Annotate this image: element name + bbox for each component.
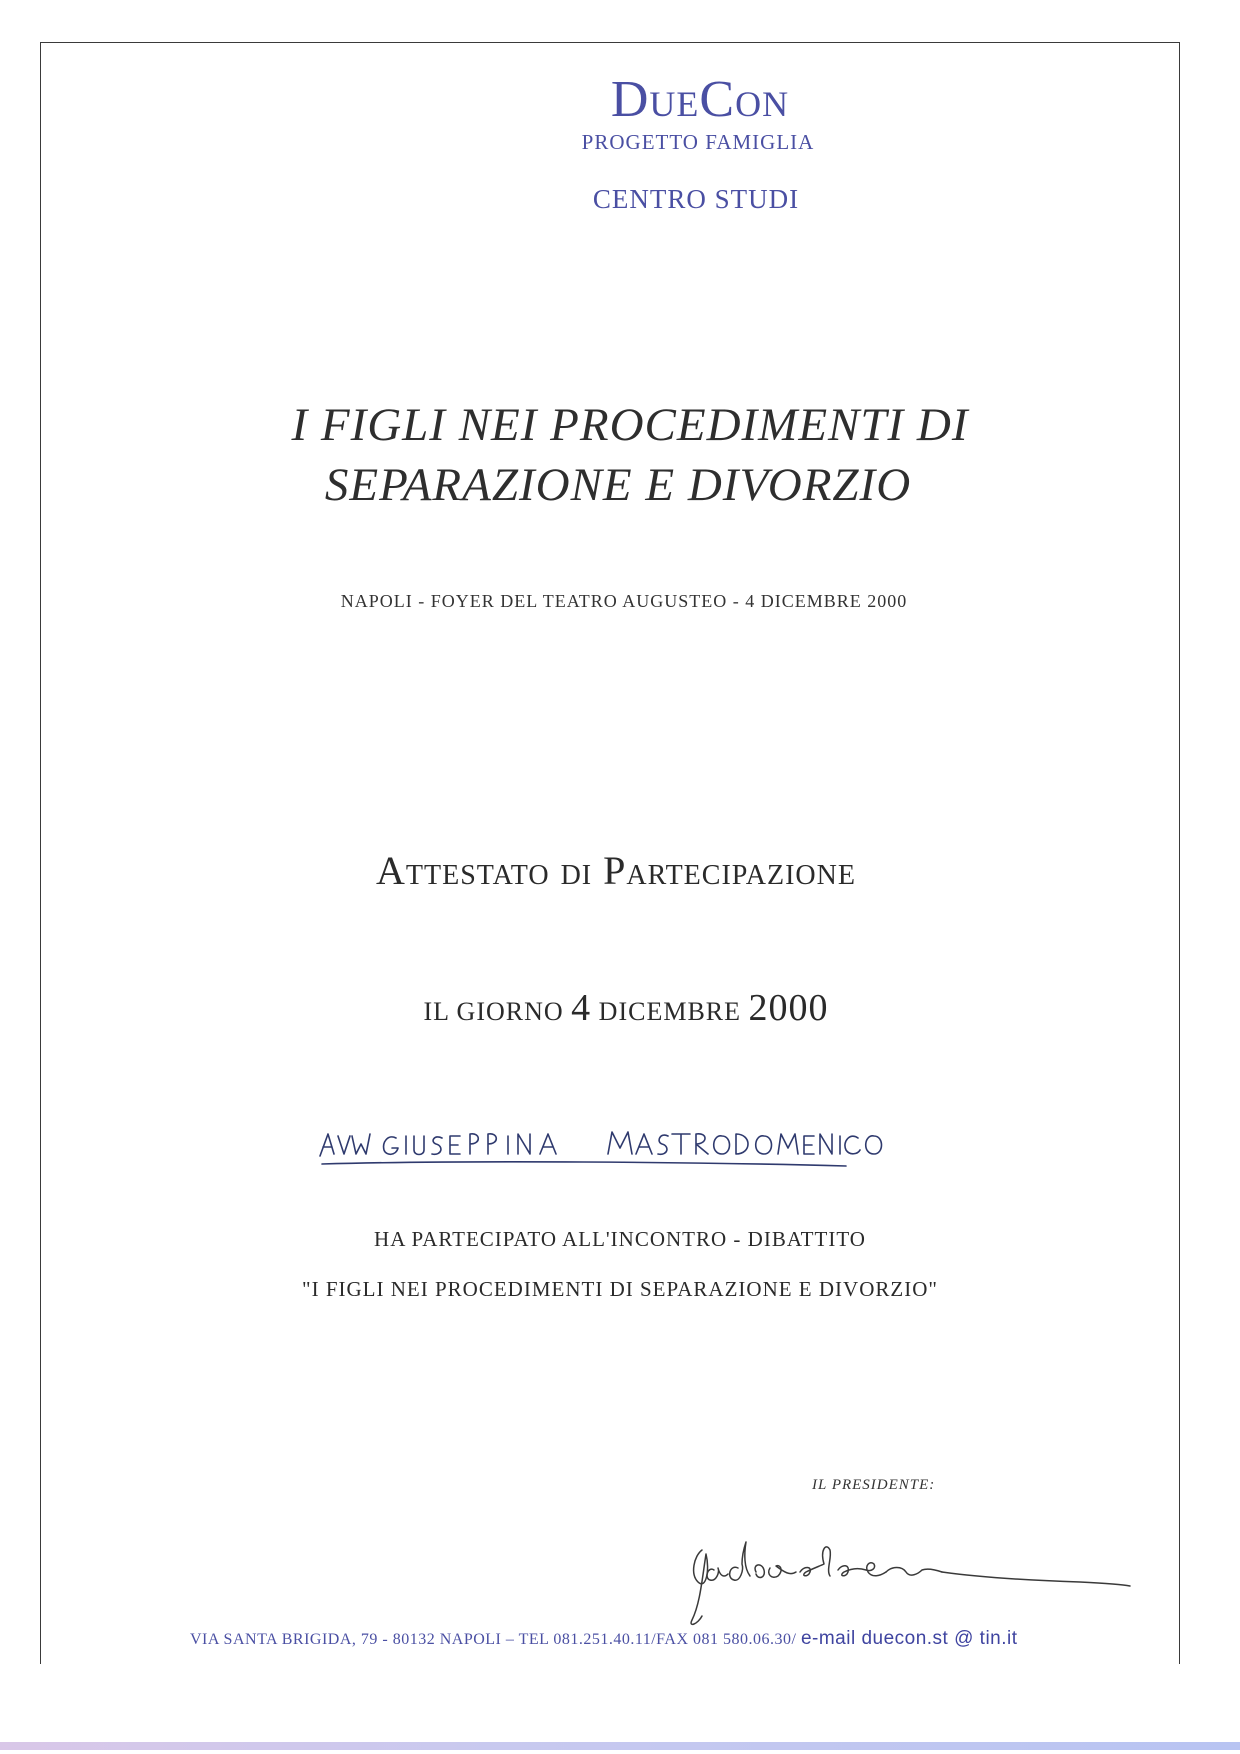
date-prefix: IL GIORNO [423, 997, 564, 1026]
participation-statement: HA PARTECIPATO ALL'INCONTRO - DIBATTITO [374, 1227, 866, 1251]
date-day: 4 [571, 987, 592, 1029]
logo-section: CENTRO STUDI [592, 184, 800, 214]
president-signature [680, 1520, 1140, 1630]
footer-address: VIA SANTA BRIGIDA, 79 - 80132 NAPOLI – TEL 081.251.40.11/FAX 081 580.06.30/ [190, 1631, 797, 1648]
date-year: 2000 [748, 987, 829, 1029]
participant-handwritten-name [318, 1120, 938, 1172]
event-title-line1: I FIGLI NEI PROCEDIMENTI DI [291, 399, 969, 451]
footer-contact [190, 1628, 1018, 1650]
date-month: DICEMBRE [598, 997, 742, 1026]
logo-duecon: DueCon [610, 71, 790, 128]
logo-subtitle: PROGETTO FAMIGLIA [581, 130, 815, 154]
event-title-line2: SEPARAZIONE E DIVORZIO [324, 459, 912, 511]
president-label: IL PRESIDENTE: [812, 1477, 936, 1493]
participation-event-name: "I FIGLI NEI PROCEDIMENTI DI SEPARAZIONE E DIVORZIO" [302, 1277, 938, 1301]
event-venue: NAPOLI - FOYER DEL TEATRO AUGUSTEO - 4 DICEMBRE 2000 [340, 591, 908, 611]
certificate-date [6, 986, 1240, 1030]
footer-email: e-mail duecon.st @ tin.it [800, 1628, 1018, 1649]
certificate-heading: Attestato di Partecipazione [376, 848, 856, 893]
scan-edge-strip [0, 1742, 1240, 1750]
